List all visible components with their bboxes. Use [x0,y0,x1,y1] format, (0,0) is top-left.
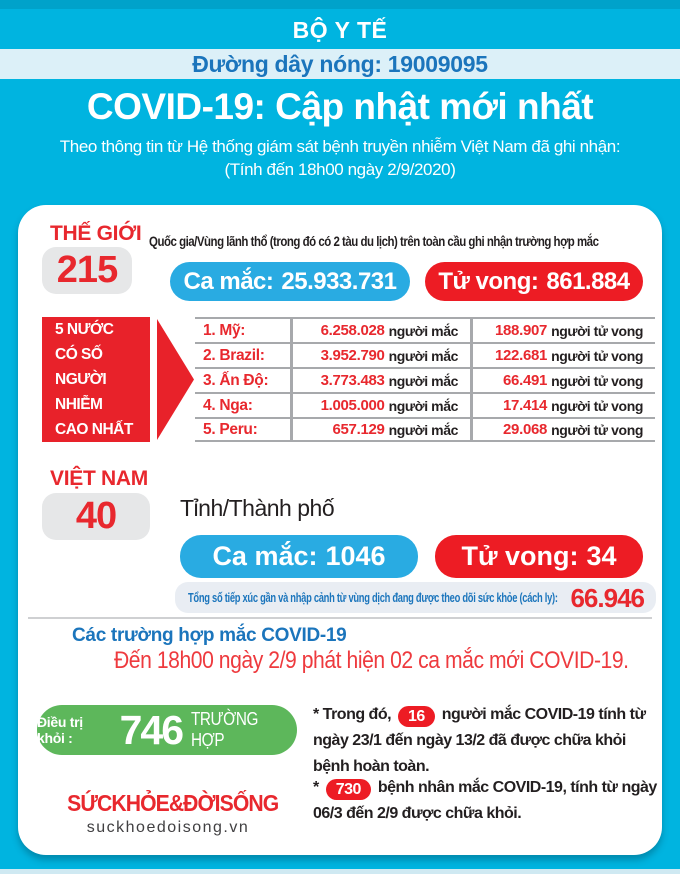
table-row-deaths [470,342,655,367]
page-title: COVID-19: Cập nhật mới nhất [86,86,594,127]
suckhoedoisong-logo [58,790,278,837]
country-name: 3. Ấn Độ: [203,371,269,389]
country-name: 5. Peru: [203,420,258,438]
deaths-value: 122.681 [494,347,548,364]
country-name: 4. Nga: [203,396,253,414]
deaths-suffix: người tử vong [551,322,643,339]
vietnam-section-label: VIỆT NAM [50,467,148,490]
note-prefix: * Trong đó, [313,706,392,723]
note-suffix: người mắc COVID-19 tính từ ngày 23/1 đến ngày 13/2 đã được chữa khỏi bệnh hoàn toàn. [313,706,646,775]
note-suffix: bệnh nhân mắc COVID-19, tính từ ngày 06/3 đến 2/9 được chữa khỏi. [313,779,657,822]
vietnam-cases-label: Ca mắc: [212,541,318,571]
quarantine-strip [175,582,656,613]
table-row-deaths [470,417,655,442]
vietnam-cases-pill [180,535,418,578]
country-name: 1. Mỹ: [203,321,246,339]
table-row-country [195,317,290,342]
deaths-suffix: người tử vong [551,372,643,389]
top5-countries-table [195,317,655,442]
world-cases-label: Ca mắc: [183,267,274,295]
note-prefix: * [313,779,319,796]
note-recovered-later [313,775,658,827]
stats-card [18,205,662,855]
table-row-cases [290,342,470,367]
note-recovered-early [313,702,658,780]
deaths-suffix: người tử vong [551,397,643,414]
bottom-accent-strip [0,869,680,874]
world-deaths-value: 861.884 [546,267,630,295]
deaths-value: 66.491 [503,372,548,389]
world-count-box [42,247,132,294]
recovered-unit: TRƯỜNG HỢP [191,709,259,750]
top5-side-line: 5 NƯỚC [55,321,114,338]
cases-suffix: người mắc [388,397,458,414]
new-cases-line: Đến 18h00 ngày 2/9 phát hiện 02 ca mắc mới COVID-19. [114,647,629,674]
table-row-deaths [470,367,655,392]
table-row-country [195,342,290,367]
top5-side-line: NHIỄM [55,396,103,413]
cases-suffix: người mắc [388,322,458,339]
vietnam-count-box [42,493,150,540]
page-subtitle: Theo thông tin từ Hệ thống giám sát bệnh truyền nhiễm Việt Nam đã ghi nhận: [59,137,621,156]
cases-suffix: người mắc [388,347,458,364]
note-count-badge: 16 [398,706,435,727]
vietnam-cases-value: 1046 [325,541,386,571]
vietnam-deaths-label: Tử vong: [461,541,579,571]
deaths-suffix: người tử vong [551,421,643,438]
table-row-cases [290,417,470,442]
logo-wordmark: SỨCKHỎE&ĐỜISỐNG [67,790,279,816]
cases-value: 3.773.483 [320,372,385,389]
recovered-value: 746 [119,706,183,753]
table-row-country [195,367,290,392]
table-row-cases [290,317,470,342]
cases-value: 6.258.028 [320,322,385,339]
cases-value: 1.005.000 [320,397,385,414]
country-name: 2. Brazil: [203,346,265,364]
table-row-country [195,417,290,442]
top5-side-line: THẾ GIỚI [55,446,121,463]
world-cases-value: 25.933.731 [281,267,397,295]
updates-heading: Các trường hợp mắc COVID-19 [72,625,347,646]
vietnam-province-count: 40 [75,495,117,537]
world-cases-pill [170,262,410,301]
hotline-bar [0,49,680,79]
red-arrow-icon [152,317,194,442]
quarantine-label: Tổng số tiếp xúc gần và nhập cảnh từ vùng dịch đang được theo dõi sức khỏe (cách ly): [188,590,558,605]
note-count-badge: 730 [326,779,371,800]
vietnam-deaths-value: 34 [586,541,617,571]
world-section-label: THẾ GIỚI [50,222,142,245]
table-row-deaths [470,317,655,342]
as-of-date: (Tính đến 18h00 ngày 2/9/2020) [224,160,456,179]
deaths-value: 17.414 [503,397,548,414]
world-country-count: 215 [56,249,118,291]
table-row-deaths [470,392,655,417]
world-deaths-pill [425,262,643,301]
province-unit-label: Tỉnh/Thành phố [180,495,335,521]
table-row-cases [290,392,470,417]
deaths-value: 29.068 [503,421,548,438]
top-accent-strip [0,0,680,9]
world-deaths-label: Tử vong: [438,267,539,295]
logo-website: suckhoedoisong.vn [86,819,250,836]
recovered-label: Điều trị khỏi : [37,714,83,746]
deaths-suffix: người tử vong [551,347,643,364]
top5-side-line: CÓ SỐ NGƯỜI [55,346,107,388]
quarantine-value: 66.946 [570,583,644,613]
world-description: Quốc gia/Vùng lãnh thổ (trong đó có 2 tàu du lịch) trên toàn cầu ghi nhận trường hợp mắc [149,233,599,249]
table-row-cases [290,367,470,392]
deaths-value: 188.907 [494,322,548,339]
top5-side-line: CAO NHẤT [55,421,133,438]
section-divider [28,617,652,619]
cases-value: 657.129 [332,421,385,438]
vietnam-deaths-pill [435,535,643,578]
cases-suffix: người mắc [388,421,458,438]
recovered-pill [37,705,297,755]
cases-value: 3.952.790 [320,347,385,364]
cases-suffix: người mắc [388,372,458,389]
ministry-title: BỘ Y TẾ [292,17,388,43]
hotline-text: Đường dây nóng: 19009095 [192,50,488,77]
top5-side-banner [42,317,150,463]
table-row-country [195,392,290,417]
